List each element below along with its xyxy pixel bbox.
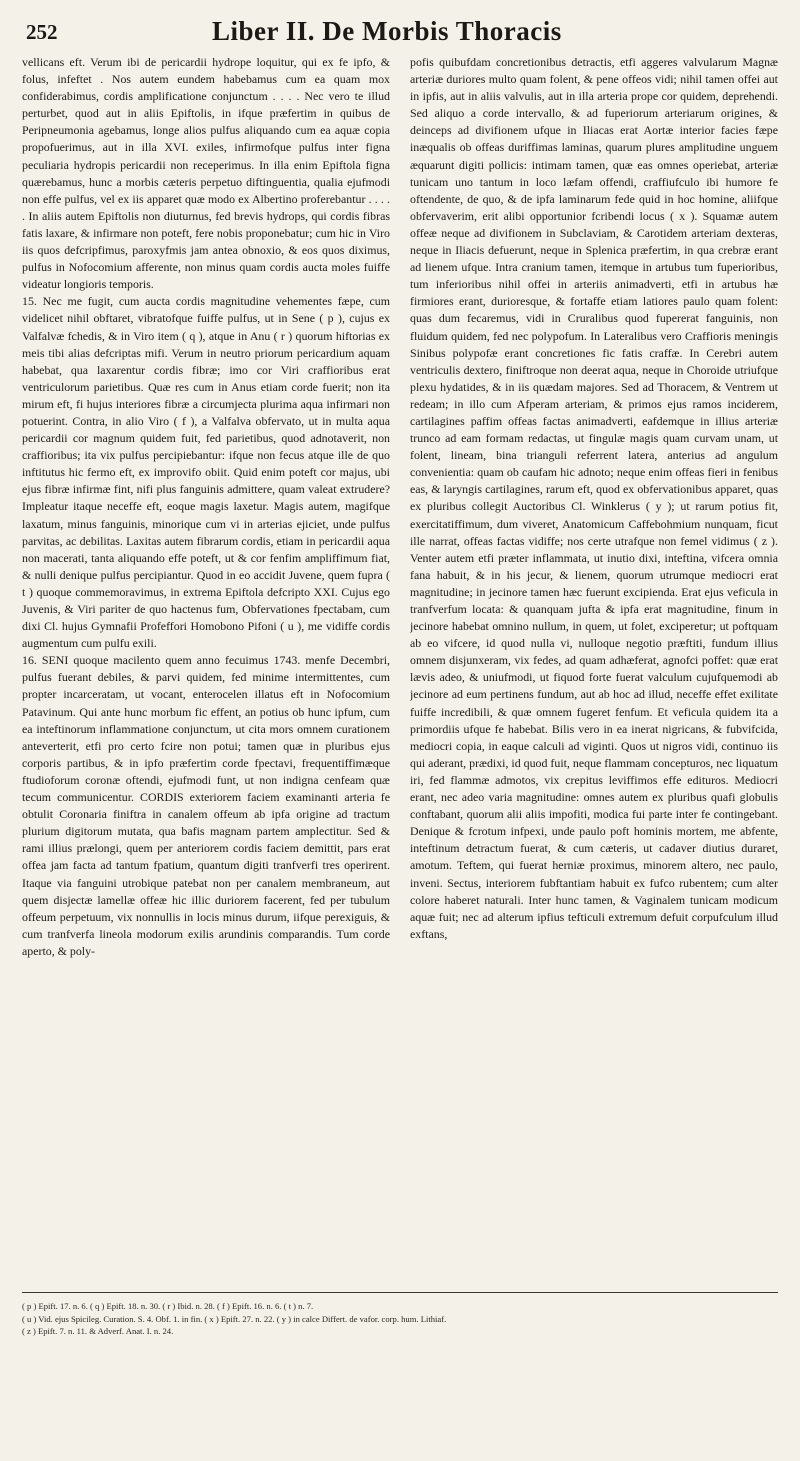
- right-column: [410, 54, 778, 1284]
- text-columns: [22, 54, 778, 1284]
- running-title: Liber II. De Morbis Thoracis: [212, 16, 562, 46]
- footnote-divider: [22, 1292, 778, 1293]
- left-column: [22, 54, 390, 1284]
- footnote-line: ( p ) Epift. 17. n. 6. ( q ) Epift. 18. n. 30. ( r ) Ibid. n. 28. ( f ) Epift. 16. n. 6. ( t ) n. 7.: [22, 1301, 314, 1311]
- left-column-text: vellicans eft. Verum ibi de pericardii hydrope loquitur, qui ex fe ipfo, & folus, infeftet . Nos autem eundem habebamus cum ea quam mox confiderabimus, cordis amplificatione conjunctum . . . . Nec vero te illud perturbet, quod aut in aliis Epiftolis, in ifque præfertim in quibus de Peripneumonia agebamus, longe alios pulfus aliquando cum ea aquæ copia propofuerimus, aut in illa XVI. exiles, infirmofque pulfus inter figna peculiaria hydropis pericardii non receperimus. In illa enim Epiftola figna quærebamus, hunc a morbis cæteris perpetuo diftinguentia, qualia ejufmodi non effe pulfus, vel ex iis apparet quæ modo ex Albertino proferebantur . . . . . In aliis autem Epiftolis non diuturnus, fed brevis hydrops, qui cordis fibras fatis laxare, & infirmare non poteft, fere nobis proponebatur; cum hic in Viro iis quos defcripfimus, paroxyfmis jam antea obnoxio, & eos quos diximus, pulfus in Nofocomium afferente, non minus quam cordis aucta moles fuiffe videatur longioris temporis. 15. Nec me fugit, cum aucta cordis magnitudine vehementes fæpe, cum videlicet nihil obftaret, vibratofque fuiffe pulfus, ut in Sene ( p ), cujus ex Valfalvæ fchedis, & in Viro item ( q ), atque in Anu ( r ) quorum hiftorias ex meis tibi alias defcriptas mifi. Verum in neutro priorum pericardium aquam habebat, qua laxarentur cordis fibræ; imo cor Viri craffioribus erat ventriculorum parietibus. Quæ res cum in Anus etiam corde fuerit; non ita mirum eft, fi hujus interiores fibræ a circumjecta plurima aqua infirmari non potuerint. Contra, in alio Viro ( f ), a Valfalva obfervato, ut in multa aqua pericardii cor magnum quidem fuit, fed parietibus, quod adnotaverit, non craffioribus; ita vix pulfus percipiebantur: ifque non fecus atque ille de quo inftitutus hic fermo eft, ex improvifo obiit. Quid enim poteft cor majus, ubi ejus fibræ infirmæ fint, nifi plus fanguinis admittere, quam valeat extrudere? Impleatur itaque neceffe eft, eoque magis laxetur. Magis autem, magifque laxatum, minus fanguinis, minorique cum vi in arterias ejiciet, unde pulfus parvitas, ac debilitas. Laxitas autem fibrarum cordis, etiam in pericardii aqua non macerati, tanta aliquando effe poteft, ut & cor fenfim ampliffimum fiat, & nulli denique pulfus percipiantur. Quod in eo accidit Juvene, quem fupra ( t ) quoque commemoravimus, in extrema Epiftola defcripto XXI. Cujus ego Juvenis, & Viri pariter de quo hactenus fum, Obfervationes fpectabam, cum dixi Cl. hujus Gymnafii Profeffori Homobono Pifoni ( u ), me vidiffe cordis augmentum cum pulfu exili. 16. SENI quoque macilento quem anno fecuimus 1743. menfe Decembri, pulfus fuerant debiles, & parvi quidem, fed minime intermittentes, cum propter incarceratam, ut vocant, enterocelen illatus eft in Nofocomium Patavinum. Qui ante hunc morbum fic effent, an potius ob hunc ipfum, cum ea inteftinorum inflammatione conjunctum, ut cita mors omnem curationem anteverterit, etfi pro certo fcire non potui; tamen quæ in pluribus ejus corporis partibus, & in ipfo præfertim corde fpectavi, frequentiffimæque ftudioforum coronæ oftendi, ejufmodi funt, ut non indigna cenfeam quæ tecum communicentur. CORDIS exteriorem faciem examinanti arteria fe obtulit Coronaria finiftra in canalem offeum ab ipfa origine ad tractum plurium digitorum mutata, qua bafis magnam partem amplectitur. Sed & rami illius prælongi, quem per anteriorem cordis faciem demittit, pars erat offea jam facta ad tantum fpatium, quantum digiti tranfverfi tres operirent. Itaque via fanguini utrobique patebat non per canalem membraneum, aut quem disjectæ lamellæ offeæ hic illic duriorem facerent, fed per tubulum offeum perpetuum, vix nonnullis in locis minus durum, iifque perexiguis, & cum tranfverfa lineola modorum exilis arundinis comparandis. Tum corde aperto, & poly-: [22, 55, 390, 958]
- footnotes: [22, 1300, 778, 1338]
- footnote-line: ( z ) Epift. 7. n. 11. & Adverf. Anat. I. n. 24.: [22, 1326, 174, 1336]
- running-head: [22, 16, 778, 52]
- page-number: 252: [26, 20, 58, 44]
- right-column-text: pofis quibufdam concretionibus detractis, etfi aggeres valvularum Magnæ arteriæ duriores multo quam folent, & pene offeos vidi; nihil tamen offei aut in ipfis, aut in aliis valvulis, aut in illa arteria prope cor quidem, deprehendi. Sed aliquo a corde intervallo, & ad fuperiorum arteriarum origines, & deinceps ad divifionem ufque in Iliacas erat Aortæ interior facies fæpe inæqualis ob offeas duriffimas laminas, quarum plures amplitudine unguem æquarunt digiti pollicis: intimam tamen, quæ eas omnes operiebat, arteriæ tunicam uno tantum in loco læfam offendi, craffiufculo ibi humore fe oftendente, de quo, & de ipfa laminarum fede quid in hoc homine, aliifque obfervaverim, erit alibi opportunior fcribendi locus ( x ). Squamæ autem offeæ neque ad divifionem in Subclaviam, & Carotidem arteriam dexteras, neque in Iliacis defuerunt, neque in Splenica præfertim, in qua crebræ erant ad lienem ufque. Intra cranium tamen, itemque in artubus tum fuperioribus, tum inferioribus nihil offei in arteriis animadverti, etfi in artubus hæ firmiores erant, durioresque, & fortaffe etiam latiores paulo quam folent: quas dum fecaremus, vidi in Cruralibus quod fupererat fanguinis, non fluidum quidem, fed nec polypofum. In Lateralibus vero Craffioris meningis Sinibus polypofæ erant concretiones fic fatis craffæ. In Cerebri autem ventriculis dextero, finiftroque non deerat aqua, neque in Choroide utriufque plexu hydatides, & in iis quædam majores. Sed ad Thoracem, & Ventrem ut redeam; in illo cum Afperam arteriam, & primos ejus ramos inciderem, cartilagines paffim offeas factas animadverti, eafdemque in illius arteriæ trunco ad eam formam redactas, ut fingulæ magis quam curvam unam, ut folent, lineam, bina trianguli referrent latera, anterius ad angulum convenientia: quam ob caufam hic adnoto; neque enim offeas fieri in fenibus eas, & laryngis cartilagines, rarum eft, quod ex obfervationibus apparet, quas ex pluribus collegit Auctoribus Cl. Winklerus ( y ); ut rarum potius fit, exercitatiffimum, dum viveret, Anatomicum Caffebohmium nunquam, ficut ille narrat, offeas factas vidiffe; nos certe utrafque non femel vidimus ( z ). Venter autem etfi præter inflammata, ut inutio dixi, inteftina, vifcera omnia fana habuit, & in his jecur, & lienem, quorum utrumque mediocri erat magnitudine; in jecinore tamen hæc fuerunt excipienda. Erat ejus veficula in tranfverfum locata: & quanquam jufta & ipfa erat magnitudine, finum in jecinore habebat omnino nullum, in quem, ut folet, exciperetur; ut poftquam ab eo vifcere, id quod nulla vi, nulloque negotio præftiti, fundum illius omnem disjunxeram, vix fedes, ad quam adhæferat, agnofci poffet: quæ erat lævis adeo, & uniufmodi, ut fiquod forte fuerat valculum cujufquemodi ab jecinore ad eum pertinens fundum, aut ab hoc ad illud, neceffe effet exilitate fuiffe incredibili, & quæ omnem fugeret fenfum. Et veficula quidem ita a primordiis ufque fe habebat. Bilis vero in ea inerat nigricans, & fubvifcida, mediocri copia, in eaque calculi ad viginti. Quos ut nigros vidi, continuo iis qui aderant, prædixi, id quod fuit, neque flammam concepturos, nec liquatum iri, fed flammæ admotos, vix crepitus leviffimos effe edituros. Mediocri erant, nec adeo varia magnitudine: omnes autem ex pluribus quafi globulis conftabant, quorum alii aliis impofiti, modica fui parte inter fe contingebant. Denique & fcrotum infpexi, unde paulo poft hominis mortem, me abfente, inteftinum detractum fuerat, & cum cæteris, ut cadaver diutius duraret, amotum. Teftem, qui fuerat herniæ proximus, minorem altero, nec paulo, inveni. Sectus, interiorem fubftantiam habuit ex fufco rubentem; cum alter colore haberet naturali. Inter hunc tamen, & Vaginalem tunicam modicum aquæ fuit; nec ad alterum ipfius tefticuli extremum defuit corpufculum illud exftans,: [410, 55, 778, 941]
- footnote-line: ( u ) Vid. ejus Spicileg. Curation. S. 4. Obf. 1. in fin. ( x ) Epift. 27. n. 22. ( y ) in calce Differt. de vafor. corp. hum. Lithiaf.: [22, 1313, 447, 1324]
